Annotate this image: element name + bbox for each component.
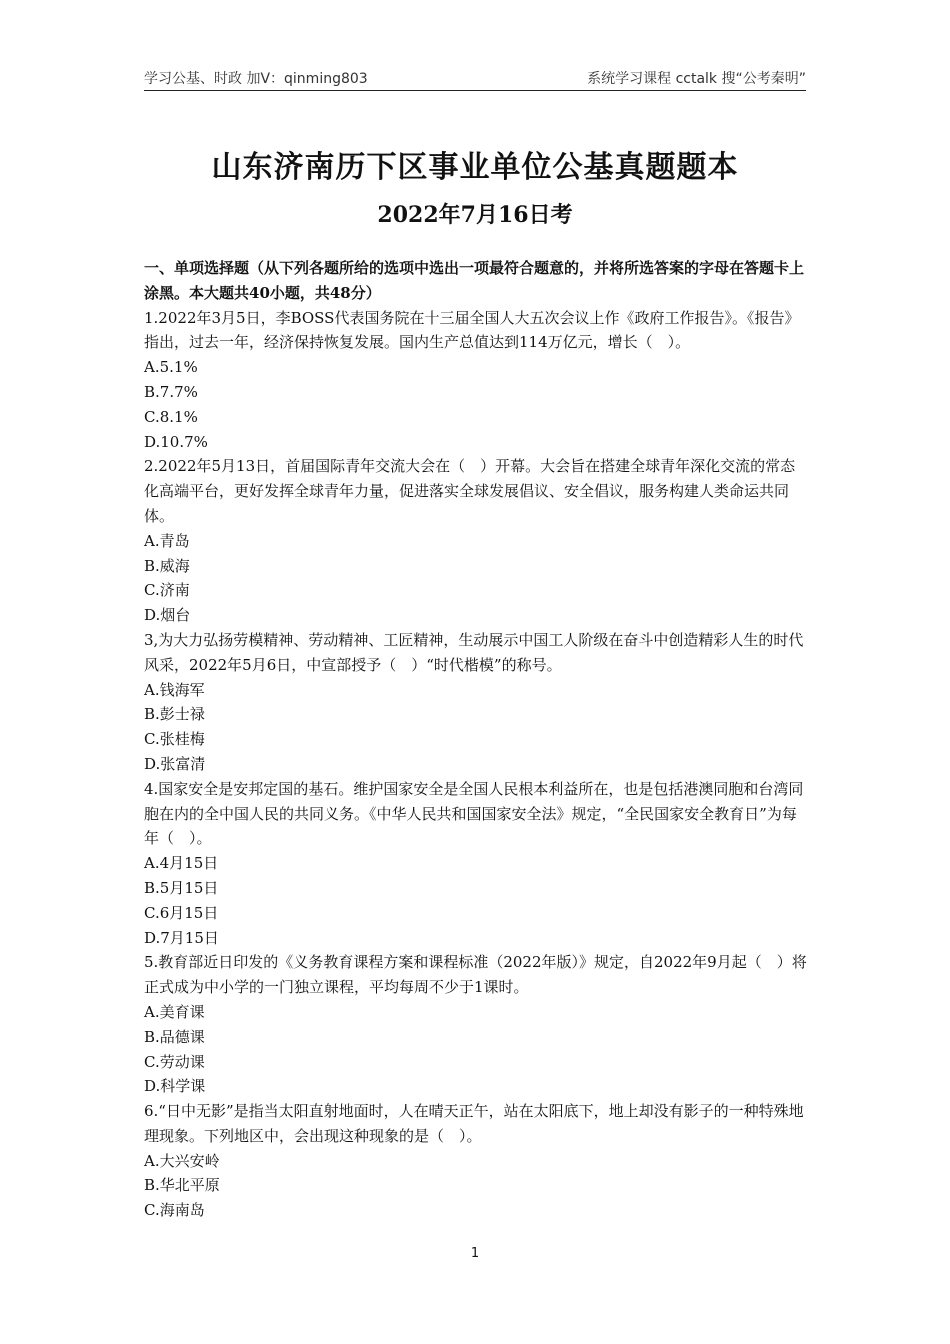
question-option: C.8.1% (144, 407, 198, 426)
question-option: C.6月15日 (144, 903, 219, 922)
question-option: D.7月15日 (144, 928, 219, 947)
question-option: A.大兴安岭 (144, 1151, 220, 1170)
question-option: C.海南岛 (144, 1201, 205, 1220)
section-heading: 一、单项选择题（从下列各题所给的选项中选出一项最符合题意的，并将所选答案的字母在答题卡上涂黑。本大题共40小题，共48分） (144, 259, 805, 302)
question-option: D.烟台 (144, 606, 191, 625)
question-stem: 2.2022年5月13日，首届国际青年交流大会在（ ）开幕。大会旨在搭建全球青年深化交流的常态化高端平台，更好发挥全球青年力量，促进落实全球发展倡议、安全倡议，服务构建人类命运共同体。 (144, 457, 796, 525)
question-option: C.张桂梅 (144, 730, 205, 749)
page-header (144, 66, 806, 91)
question-option: B.品德课 (144, 1027, 205, 1046)
question-option: A.青岛 (144, 531, 190, 550)
question-option: B.华北平原 (144, 1176, 220, 1195)
question-option: A.钱海军 (144, 680, 205, 699)
question-option: B.彭士禄 (144, 705, 205, 724)
question-stem: 4.国家安全是安邦定国的基石。维护国家安全是全国人民根本利益所在，也是包括港澳同胞和台湾同胞在内的全中国人民的共同义务。《中华人民共和国国家安全法》规定，“全民国家安全教育日”为每年（ ）。 (144, 779, 804, 848)
question-stem: 3,为大力弘扬劳模精神、劳动精神、工匠精神，生动展示中国工人阶级在奋斗中创造精彩人生的时代风采，2022年5月6日，中宣部授予（ ）“时代楷模”的称号。 (144, 630, 804, 674)
document-title: 山东济南历下区事业单位公基真题题本 (211, 150, 739, 185)
question-option: A.4月15日 (144, 854, 219, 873)
question-option: D.张富清 (144, 754, 206, 773)
header-right-text: 系统学习课程 cctalk 搜“公考秦明” (587, 71, 806, 87)
question-option: D.10.7% (144, 432, 208, 451)
question-option: A.美育课 (144, 1002, 205, 1021)
question-option: A.5.1% (144, 358, 198, 377)
question-list (144, 256, 808, 1223)
question-stem: 1.2022年3月5日，李BOSS代表国务院在十三届全国人大五次会议上作《政府工作报告》。《报告》指出，过去一年，经济保持恢复发展。国内生产总值达到114万亿元，增长（ ）。 (144, 308, 800, 352)
question-option: D.科学课 (144, 1077, 206, 1096)
question-option: B.7.7% (144, 382, 198, 401)
question-stem: 5.教育部近日印发的《义务教育课程方案和课程标准（2022年版）》规定，自2022年9月起（ ）将正式成为中小学的一门独立课程，平均每周不少于1课时。 (144, 953, 807, 997)
page-number: 1 (470, 1246, 480, 1261)
question-option: B.威海 (144, 556, 190, 575)
question-option: C.劳动课 (144, 1052, 205, 1071)
question-stem: 6.“日中无影”是指当太阳直射地面时，人在晴天正午，站在太阳底下，地上却没有影子的一种特殊地理现象。下列地区中，会出现这种现象的是（ ）。 (144, 1102, 804, 1145)
question-option: C.济南 (144, 581, 190, 600)
header-left-text: 学习公基、时政 加V：qinming803 (144, 71, 368, 87)
question-option: B.5月15日 (144, 878, 219, 897)
document-subtitle: 2022年7月16日考 (377, 202, 573, 228)
